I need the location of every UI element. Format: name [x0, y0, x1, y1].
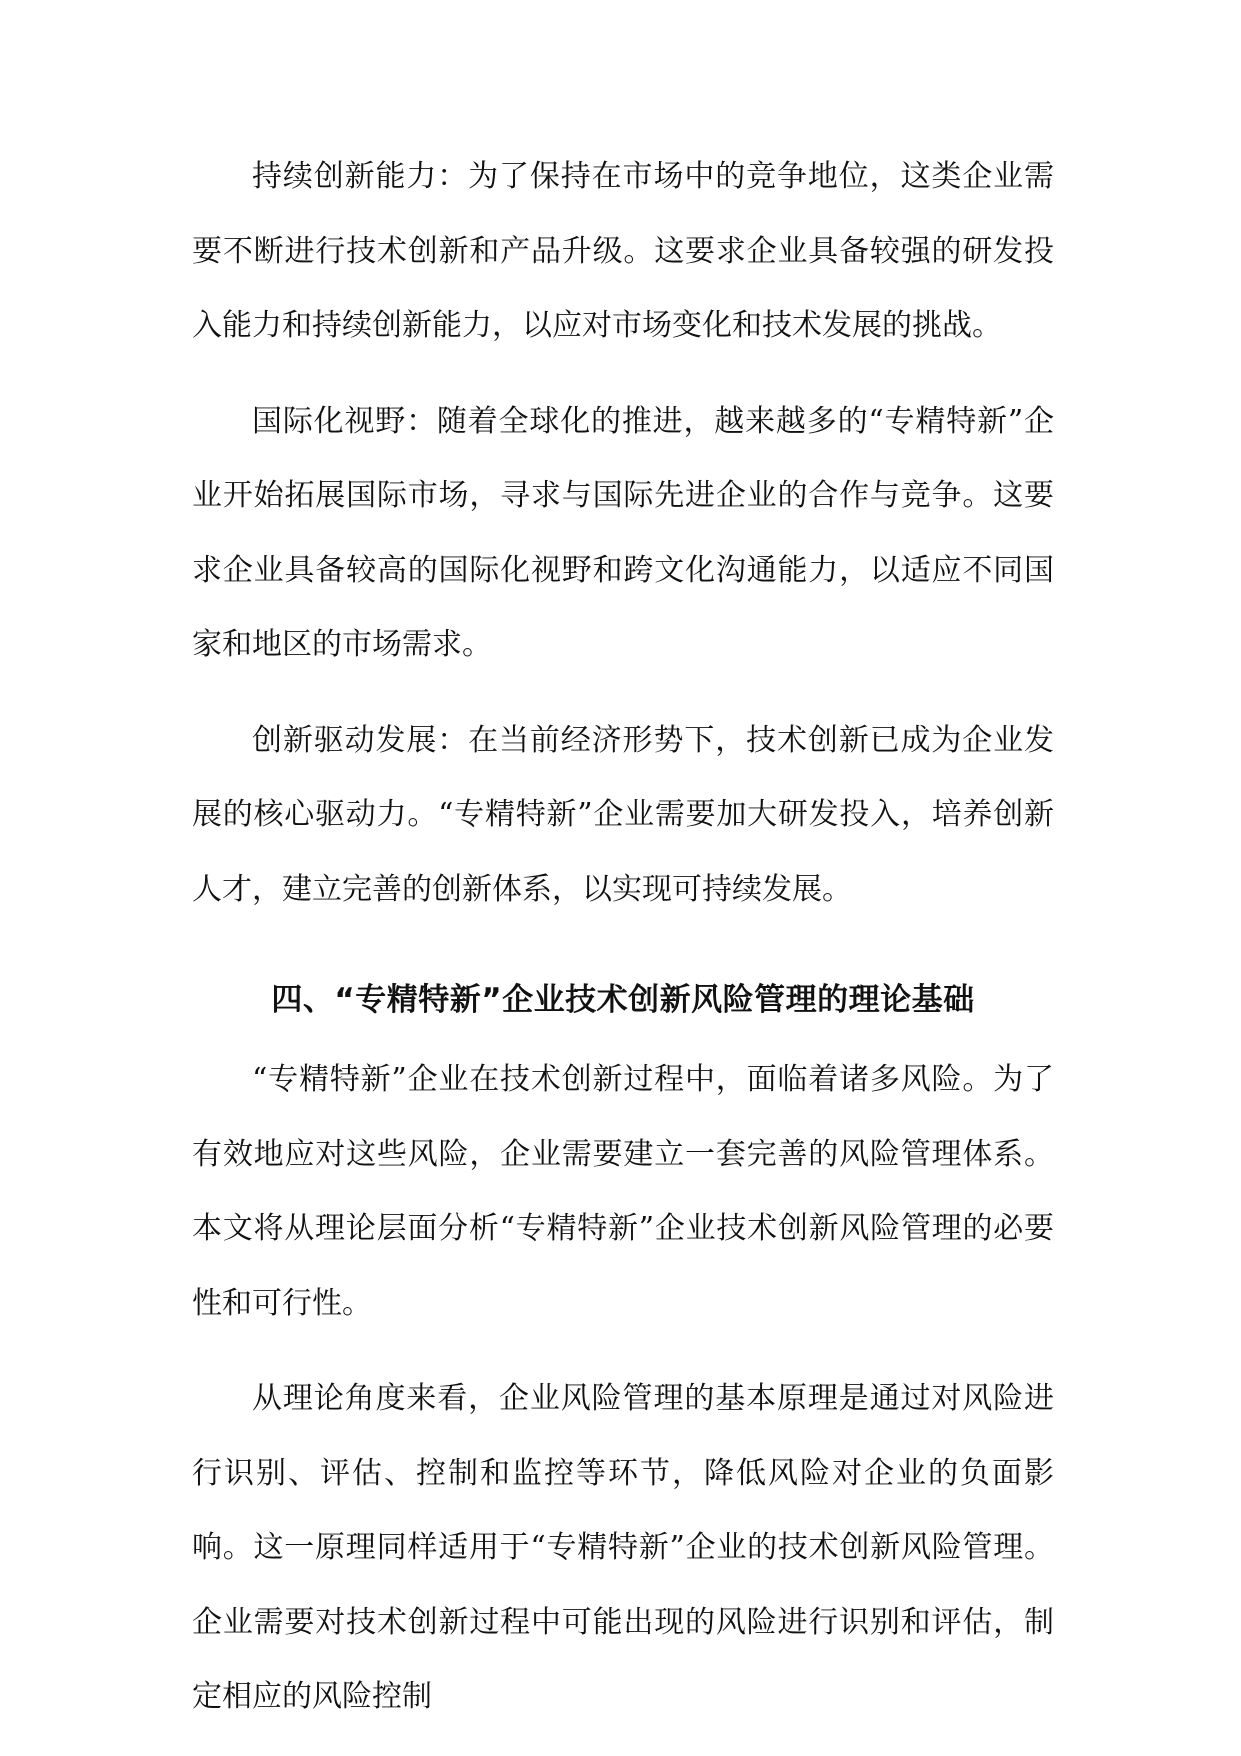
paragraph-innovation-driven: 创新驱动发展：在当前经济形势下，技术创新已成为企业发展的核心驱动力。“专精特新”企业需要加大研发投入，培养创新人才，建立完善的创新体系，以实现可持续发展。: [192, 722, 1054, 907]
paragraph-risk-intro: “专精特新”企业在技术创新过程中，面临着诸多风险。为了有效地应对这些风险，企业需要建立一套完善的风险管理体系。本文将从理论层面分析“专精特新”企业技术创新风险管理的必要性和可行性。: [192, 1062, 1054, 1321]
document-body: [192, 140, 1054, 1756]
paragraph-risk-theory: 从理论角度来看，企业风险管理的基本原理是通过对风险进行识别、评估、控制和监控等环节，降低风险对企业的负面影响。这一原理同样适用于“专精特新”企业的技术创新风险管理。企业需要对技术创新过程中可能出现的风险进行识别和评估，制定相应的风险控制: [192, 1381, 1054, 1714]
section-heading: 四、“专精特新”企业技术创新风险管理的理论基础: [271, 982, 975, 1018]
paragraph-continuous-innovation: 持续创新能力：为了保持在市场中的竞争地位，这类企业需要不断进行技术创新和产品升级。这要求企业具备较强的研发投入能力和持续创新能力，以应对市场变化和技术发展的挑战。: [192, 159, 1054, 343]
paragraph-international-vision: 国际化视野：随着全球化的推进，越来越多的“专精特新”企业开始拓展国际市场，寻求与国际先进企业的合作与竞争。这要求企业具备较高的国际化视野和跨文化沟通能力，以适应不同国家和地区的市场需求。: [192, 403, 1054, 662]
